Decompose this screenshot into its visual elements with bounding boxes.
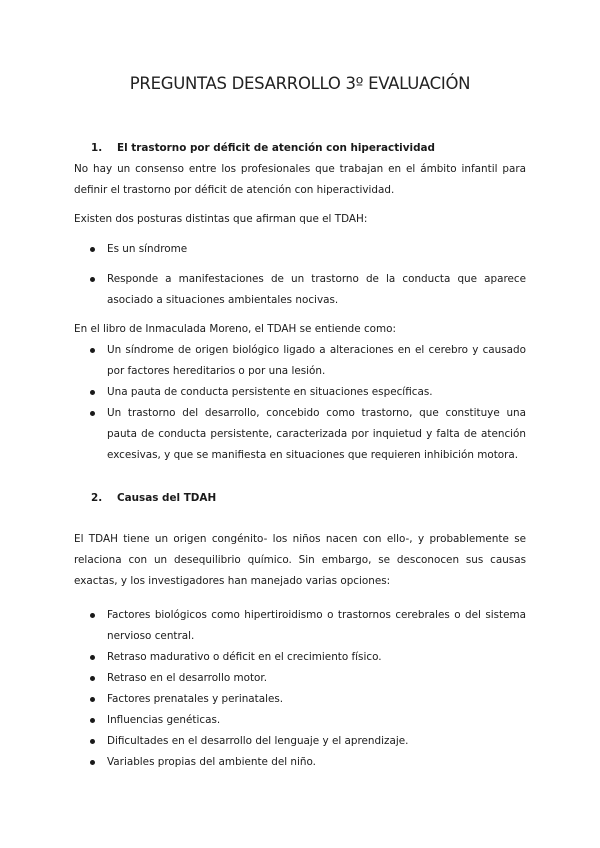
section-1-number: 1. — [91, 142, 103, 154]
postures-intro: Existen dos posturas distintas que afirman que el TDAH: — [74, 213, 368, 225]
moreno-list — [74, 340, 526, 466]
section-2-number: 2. — [91, 492, 103, 504]
bullet-icon — [90, 655, 95, 660]
list-item: Una pauta de conducta persistente en situaciones específicas. — [74, 382, 526, 403]
bullet-icon — [90, 277, 95, 282]
bullet-icon — [90, 760, 95, 765]
list-item: Dificultades en el desarrollo del lenguaje y el aprendizaje. — [74, 731, 526, 752]
section-1-intro: No hay un consenso entre los profesionales que trabajan en el ámbito infantil para definir el trastorno por déficit de atención con hiperactividad. — [74, 163, 526, 196]
list-item: Retraso en el desarrollo motor. — [74, 668, 526, 689]
document-content — [74, 140, 526, 773]
postures-list — [74, 239, 526, 311]
bullet-icon — [90, 676, 95, 681]
list-item: Un síndrome de origen biológico ligado a alteraciones en el cerebro y causado por factores hereditarios o por una lesión. — [74, 340, 526, 382]
causes-list — [74, 605, 526, 773]
section-2-heading — [74, 490, 526, 506]
bullet-icon — [90, 613, 95, 618]
list-item: Un trastorno del desarrollo, concebido como trastorno, que constituye una pauta de conducta persistente, caracterizada por inquietud y falta de atención excesivas, y que se manifiesta en situaciones que requieren inhibición motora. — [74, 403, 526, 466]
list-item: Influencias genéticas. — [74, 710, 526, 731]
section-2-intro: El TDAH tiene un origen congénito- los niños nacen con ello-, y probablemente se relaciona con un desequilibrio químico. Sin embargo, se desconocen sus causas exactas, y los investigadores han manejado varias opciones: — [74, 533, 526, 587]
document-title: PREGUNTAS DESARROLLO 3º EVALUACIÓN — [129, 74, 471, 93]
list-item: Variables propias del ambiente del niño. — [74, 752, 526, 773]
bullet-icon — [90, 739, 95, 744]
bullet-icon — [90, 390, 95, 395]
list-item: Es un síndrome — [74, 239, 526, 260]
moreno-intro: En el libro de Inmaculada Moreno, el TDAH se entiende como: — [74, 323, 397, 335]
bullet-icon — [90, 697, 95, 702]
bullet-icon — [90, 348, 95, 353]
section-1-heading — [74, 140, 526, 156]
list-item: Responde a manifestaciones de un trastorno de la conducta que aparece asociado a situaciones ambientales nocivas. — [74, 269, 526, 311]
list-item: Factores biológicos como hipertiroidismo o trastornos cerebrales o del sistema nervioso central. — [74, 605, 526, 647]
section-1-title: El trastorno por déficit de atención con hiperactividad — [117, 142, 435, 154]
list-item: Retraso madurativo o déficit en el crecimiento físico. — [74, 647, 526, 668]
bullet-icon — [90, 247, 95, 252]
section-2-title: Causas del TDAH — [117, 492, 217, 504]
list-item: Factores prenatales y perinatales. — [74, 689, 526, 710]
bullet-icon — [90, 411, 95, 416]
bullet-icon — [90, 718, 95, 723]
